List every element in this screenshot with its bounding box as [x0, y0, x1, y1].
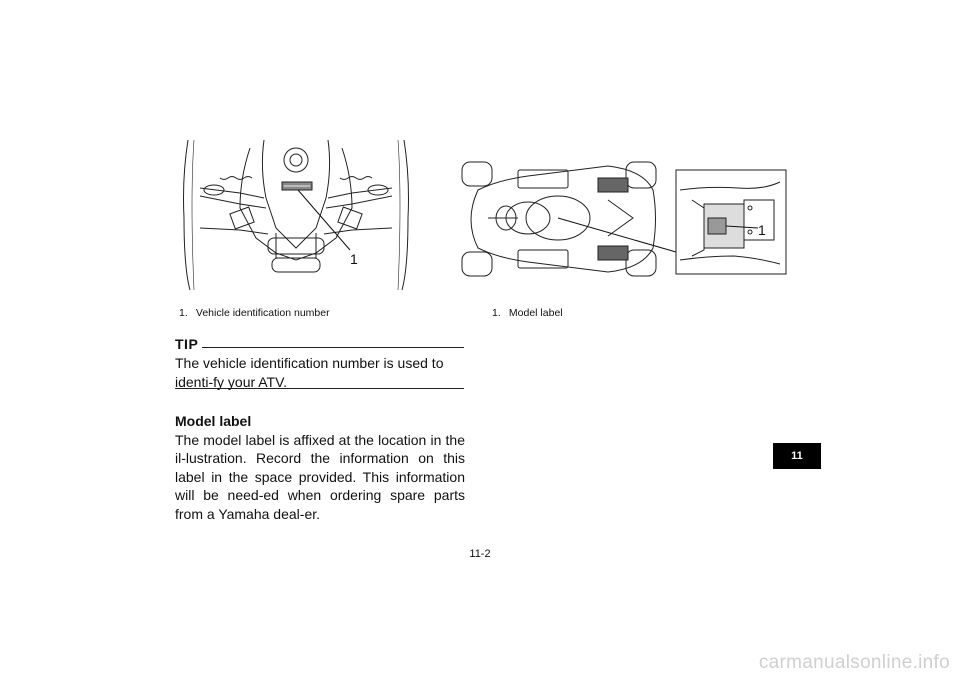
model-label-callout-number: 1 — [758, 222, 766, 238]
section-title: Model label — [175, 413, 252, 429]
vin-figure-caption — [179, 307, 330, 319]
tip-bottom-rule — [175, 388, 464, 389]
chapter-tab: 11 — [773, 443, 821, 469]
model-label-figure-caption — [492, 307, 563, 319]
model-label-caption-number: 1. — [492, 307, 501, 319]
tip-top-rule — [175, 347, 464, 348]
section-body: The model label is affixed at the location in the il-lustration. Record the information on this label in the space provided. This information will be need-ed when ordering spare parts from a Yamaha deal-er. — [175, 432, 465, 522]
vin-caption-number: 1. — [179, 307, 188, 319]
watermark: carmanualsonline.info — [758, 652, 950, 673]
vin-location-illustration — [180, 138, 412, 293]
tip-heading: TIP — [175, 337, 202, 351]
tip-heading-rule — [175, 337, 464, 351]
tip-body: The vehicle identification number is used to identi-fy your ATV. — [175, 355, 444, 390]
model-label-illustration — [458, 160, 790, 278]
vin-caption-text: Vehicle identification number — [195, 307, 330, 319]
page-number: 11-2 — [469, 548, 491, 560]
model-label-caption-text: Model label — [508, 307, 563, 319]
vin-callout-number: 1 — [350, 251, 358, 267]
